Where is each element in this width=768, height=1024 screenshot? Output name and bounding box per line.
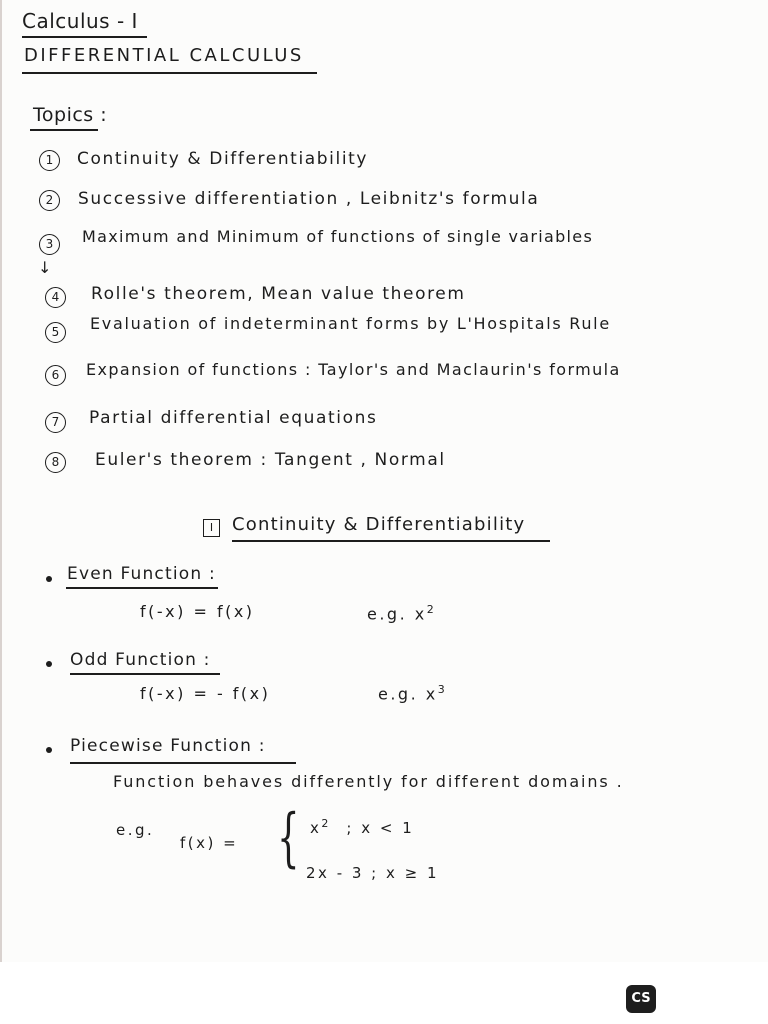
subject-underline [22, 72, 317, 74]
topic-number-3: 3 [39, 234, 60, 255]
down-arrow-icon: ↓ [38, 258, 52, 277]
topic-item-2: Successive differentiation , Leibnitz's formula [78, 189, 540, 209]
piecewise-description: Function behaves differently for different domains . [113, 772, 624, 791]
topic-number-2: 2 [39, 190, 60, 211]
section-number-box: I [203, 519, 220, 537]
piecewise-lhs: f(x) = [180, 834, 239, 852]
bullet-odd [46, 661, 52, 667]
topic-item-1: Continuity & Differentiability [77, 149, 369, 169]
bullet-even [46, 576, 52, 582]
topic-number-5: 5 [45, 322, 66, 343]
odd-example-base: e.g. x [378, 684, 438, 704]
topic-item-5: Evaluation of indeterminant forms by L'Hospitals Rule [90, 314, 611, 333]
topic-number-7: 7 [45, 412, 66, 433]
topics-underline [30, 129, 98, 131]
topic-number-6: 6 [45, 365, 66, 386]
margin-line [0, 0, 2, 962]
piecewise-eg-label: e.g. [116, 821, 155, 839]
case1-exponent: 2 [321, 817, 329, 830]
piecewise-case-1 [310, 818, 414, 836]
topic-item-6: Expansion of functions : Taylor's and Maclaurin's formula [86, 360, 621, 379]
topic-number-8: 8 [45, 452, 66, 473]
even-function-example [367, 604, 434, 622]
left-brace-icon: { [277, 801, 300, 875]
case1-expr: x [310, 819, 322, 837]
section-title-underline [232, 540, 550, 542]
bullet-piecewise [46, 747, 52, 753]
topic-item-8: Euler's theorem : Tangent , Normal [95, 450, 446, 470]
even-example-base: e.g. x [367, 604, 427, 624]
topic-item-4: Rolle's theorem, Mean value theorem [91, 284, 466, 304]
odd-function-example [378, 684, 445, 702]
topic-item-7: Partial differential equations [89, 408, 378, 428]
camscanner-logo: CS [626, 985, 656, 1013]
subject-heading: DIFFERENTIAL CALCULUS [24, 45, 304, 66]
topic-number-4: 4 [45, 287, 66, 308]
topic-number-1: 1 [39, 150, 60, 171]
piecewise-case-2: 2x - 3 ; x ≥ 1 [306, 864, 440, 882]
odd-example-exponent: 3 [437, 683, 445, 696]
odd-heading-underline [70, 673, 220, 675]
piecewise-heading-underline [70, 762, 296, 764]
odd-function-formula: f(-x) = - f(x) [140, 684, 271, 703]
page-title: Calculus - I [22, 9, 138, 33]
even-heading-underline [66, 587, 218, 589]
even-example-exponent: 2 [426, 603, 434, 616]
section-title: Continuity & Differentiability [232, 514, 526, 535]
topics-label: Topics : [33, 104, 108, 126]
even-function-formula: f(-x) = f(x) [140, 602, 255, 621]
title-underline [22, 36, 147, 38]
even-function-heading: Even Function : [67, 564, 216, 584]
topic-item-3: Maximum and Minimum of functions of single variables [82, 227, 594, 246]
case1-condition: ; x < 1 [346, 819, 415, 837]
piecewise-function-heading: Piecewise Function : [70, 736, 266, 756]
odd-function-heading: Odd Function : [70, 650, 211, 670]
